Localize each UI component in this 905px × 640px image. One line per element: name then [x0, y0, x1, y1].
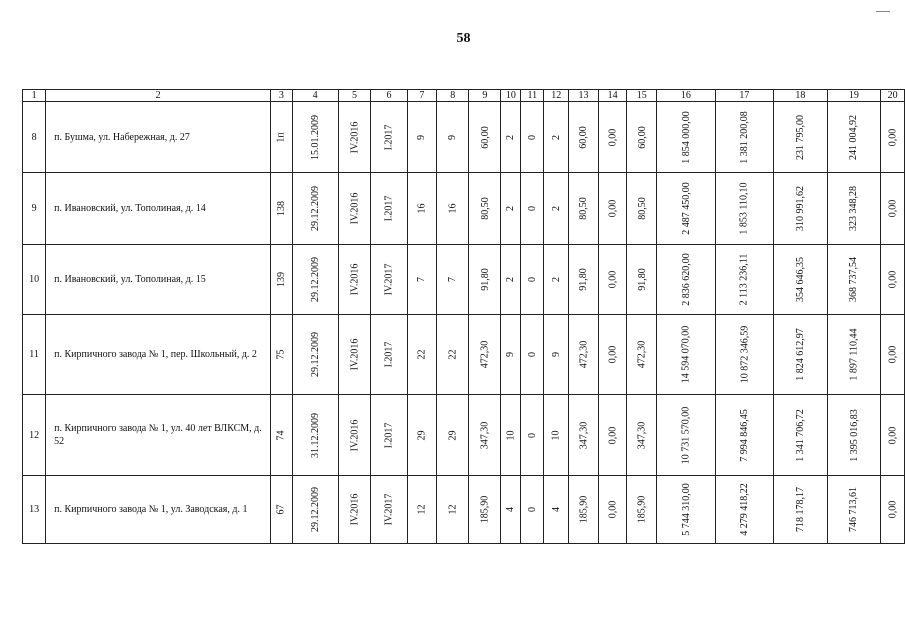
- cell-col-11: [521, 102, 544, 173]
- cell-value: IV.2017: [383, 493, 395, 526]
- cell-col-17: [715, 315, 774, 395]
- cell-col-16: [657, 476, 716, 544]
- cell-value: 0,00: [607, 270, 619, 289]
- address-cell: п. Кирпичного завода № 1, ул. Заводская, д. 1: [46, 476, 271, 544]
- cell-col-6: [371, 245, 407, 315]
- cell-value: IV.2016: [349, 121, 361, 153]
- cell-value: IV.2016: [349, 419, 361, 451]
- cell-col-10: [501, 395, 521, 476]
- cell-value: 91,80: [636, 268, 648, 291]
- cell-col-19: [827, 173, 881, 245]
- register-table: [22, 89, 905, 544]
- cell-value: 0,00: [607, 128, 619, 146]
- row-number: 10: [23, 245, 46, 315]
- cell-col-10: [501, 315, 521, 395]
- column-number-17: 17: [715, 90, 774, 102]
- cell-col-13: [569, 245, 599, 315]
- cell-value: 75: [275, 349, 287, 360]
- cell-col-20: [881, 102, 905, 173]
- cell-col-8: [437, 245, 469, 315]
- cell-col-9: [469, 173, 501, 245]
- cell-col-5: [338, 102, 371, 173]
- cell-value: 323 348,28: [848, 186, 860, 231]
- cell-col-8: [437, 102, 469, 173]
- cell-value: 10 731 570,00: [680, 406, 692, 464]
- cell-value: 2 487 450,00: [680, 182, 692, 235]
- cell-col-10: [501, 245, 521, 315]
- cell-col-14: [598, 173, 627, 245]
- table-row: [23, 315, 905, 395]
- cell-col-13: [569, 173, 599, 245]
- cell-value: 1 395 016,83: [848, 408, 860, 462]
- cell-col-17: [715, 476, 774, 544]
- cell-value: 4: [550, 507, 562, 512]
- cell-value: 29.12.2009: [309, 487, 321, 532]
- cell-value: 0,00: [887, 199, 899, 218]
- cell-col-20: [881, 245, 905, 315]
- cell-value: 1 853 110,10: [738, 182, 750, 235]
- cell-value: 138: [275, 201, 287, 216]
- cell-value: 2 113 236,11: [738, 253, 750, 306]
- cell-col-5: [338, 315, 371, 395]
- cell-value: 10: [550, 430, 562, 440]
- cell-col-5: [338, 476, 371, 544]
- cell-col-13: [569, 476, 599, 544]
- cell-value: 80,50: [636, 197, 648, 220]
- column-number-12: 12: [544, 90, 569, 102]
- cell-col-14: [598, 476, 627, 544]
- cell-value: 7: [447, 277, 459, 282]
- cell-col-17: [715, 395, 774, 476]
- cell-value: 718 178,17: [794, 487, 806, 532]
- cell-col-20: [881, 476, 905, 544]
- cell-value: I.2017: [383, 422, 395, 448]
- cell-col-20: [881, 173, 905, 245]
- cell-col-9: [469, 395, 501, 476]
- cell-col-4: [292, 102, 338, 173]
- cell-value: 31.12.2009: [309, 412, 321, 458]
- cell-col-9: [469, 315, 501, 395]
- cell-value: 2 836 620,00: [680, 253, 692, 306]
- cell-col-9: [469, 245, 501, 315]
- column-number-7: 7: [407, 90, 437, 102]
- cell-value: IV.2016: [349, 493, 361, 526]
- cell-col-18: [774, 315, 828, 395]
- cell-value: 29: [447, 430, 459, 440]
- cell-value: 1п: [275, 131, 287, 143]
- cell-col-11: [521, 245, 544, 315]
- column-number-18: 18: [774, 90, 828, 102]
- cell-value: 2: [505, 277, 517, 282]
- cell-value: 354 646,35: [794, 257, 806, 302]
- cell-col-18: [774, 102, 828, 173]
- cell-col-4: [292, 395, 338, 476]
- cell-col-14: [598, 315, 627, 395]
- cell-col-12: [544, 395, 569, 476]
- cell-value: 60,00: [479, 125, 491, 149]
- cell-col-18: [774, 476, 828, 544]
- cell-col-6: [371, 315, 407, 395]
- table-row: [23, 476, 905, 544]
- cell-value: 472,30: [636, 340, 648, 369]
- cell-col-4: [292, 476, 338, 544]
- cell-col-7: [407, 102, 437, 173]
- cell-col-16: [657, 173, 716, 245]
- cell-col-15: [627, 476, 657, 544]
- cell-col-3: [271, 102, 293, 173]
- column-number-15: 15: [627, 90, 657, 102]
- cell-value: 0,00: [607, 426, 619, 444]
- cell-value: 2: [550, 134, 562, 140]
- cell-value: 10: [505, 430, 517, 440]
- cell-value: 29.12.2009: [309, 332, 321, 377]
- cell-col-18: [774, 395, 828, 476]
- address-cell: п. Кирпичного завода № 1, ул. 40 лет ВЛКСМ, д. 52: [46, 395, 271, 476]
- cell-value: 14 594 070,00: [680, 325, 692, 384]
- cell-value: 4 279 418,22: [738, 483, 750, 536]
- cell-col-8: [437, 315, 469, 395]
- cell-value: 2: [505, 206, 517, 211]
- cell-col-18: [774, 173, 828, 245]
- cell-col-16: [657, 395, 716, 476]
- cell-value: 0: [526, 507, 538, 512]
- cell-col-12: [544, 102, 569, 173]
- row-number: 12: [23, 395, 46, 476]
- address-cell: п. Кирпичного завода № 1, пер. Школьный, д. 2: [46, 315, 271, 395]
- cell-value: 29.12.2009: [309, 186, 321, 231]
- cell-col-11: [521, 173, 544, 245]
- cell-col-19: [827, 245, 881, 315]
- cell-value: 29: [416, 430, 428, 440]
- cell-col-16: [657, 102, 716, 173]
- cell-col-11: [521, 476, 544, 544]
- cell-value: 9: [550, 352, 562, 357]
- cell-col-17: [715, 102, 774, 173]
- cell-value: 310 991,62: [794, 186, 806, 231]
- cell-value: 0,00: [887, 270, 899, 289]
- cell-value: 7 994 846,45: [738, 408, 750, 462]
- column-number-5: 5: [338, 90, 371, 102]
- cell-value: 60,00: [577, 125, 589, 149]
- cell-value: 347,30: [479, 421, 491, 449]
- cell-col-11: [521, 395, 544, 476]
- cell-value: 0: [526, 352, 538, 357]
- cell-value: 80,50: [577, 197, 589, 220]
- cell-value: IV.2016: [349, 338, 361, 371]
- cell-col-11: [521, 315, 544, 395]
- cell-col-9: [469, 102, 501, 173]
- cell-value: 0: [526, 134, 538, 140]
- cell-value: 0,00: [607, 345, 619, 364]
- cell-col-14: [598, 395, 627, 476]
- cell-value: 22: [447, 349, 459, 360]
- cell-col-7: [407, 173, 437, 245]
- cell-value: IV.2016: [349, 192, 361, 225]
- cell-col-15: [627, 173, 657, 245]
- column-number-4: 4: [292, 90, 338, 102]
- column-number-1: 1: [23, 90, 46, 102]
- cell-value: 2: [550, 206, 562, 211]
- cell-col-8: [437, 395, 469, 476]
- cell-value: 91,80: [577, 268, 589, 291]
- cell-col-10: [501, 476, 521, 544]
- cell-col-19: [827, 395, 881, 476]
- cell-col-3: [271, 245, 293, 315]
- cell-value: 1 381 200,08: [738, 110, 750, 164]
- cell-col-12: [544, 245, 569, 315]
- cell-value: 5 744 310,00: [680, 483, 692, 536]
- cell-col-6: [371, 102, 407, 173]
- cell-col-14: [598, 102, 627, 173]
- cell-col-3: [271, 173, 293, 245]
- cell-value: I.2017: [383, 124, 395, 150]
- cell-value: 22: [416, 349, 428, 360]
- cell-col-12: [544, 315, 569, 395]
- cell-value: 16: [416, 203, 428, 214]
- row-number: 8: [23, 102, 46, 173]
- cell-value: 1 897 110,44: [848, 328, 860, 381]
- cell-col-15: [627, 102, 657, 173]
- cell-col-19: [827, 102, 881, 173]
- cell-col-17: [715, 245, 774, 315]
- column-number-9: 9: [469, 90, 501, 102]
- cell-col-12: [544, 476, 569, 544]
- cell-col-20: [881, 395, 905, 476]
- cell-value: 60,00: [636, 125, 648, 149]
- table-row: [23, 245, 905, 315]
- cell-value: 80,50: [479, 197, 491, 220]
- cell-col-5: [338, 245, 371, 315]
- address-cell: п. Ивановский, ул. Тополиная, д. 14: [46, 173, 271, 245]
- column-number-14: 14: [598, 90, 627, 102]
- cell-col-4: [292, 245, 338, 315]
- cell-value: I.2017: [383, 341, 395, 368]
- cell-value: 67: [275, 504, 287, 515]
- cell-col-3: [271, 315, 293, 395]
- column-number-20: 20: [881, 90, 905, 102]
- cell-value: 0,00: [887, 128, 899, 146]
- cell-value: 0,00: [887, 345, 899, 364]
- cell-col-5: [338, 395, 371, 476]
- cell-value: 12: [416, 504, 428, 515]
- cell-value: 16: [447, 203, 459, 214]
- cell-value: 0,00: [607, 199, 619, 218]
- cell-col-15: [627, 395, 657, 476]
- row-number: 11: [23, 315, 46, 395]
- cell-value: 9: [447, 134, 459, 140]
- cell-value: 368 737,54: [848, 257, 860, 302]
- cell-value: 91,80: [479, 268, 491, 291]
- cell-col-6: [371, 476, 407, 544]
- column-number-16: 16: [657, 90, 716, 102]
- cell-value: 10 872 346,59: [738, 325, 750, 384]
- cell-value: 4: [505, 507, 517, 512]
- cell-value: 2: [550, 277, 562, 282]
- cell-col-16: [657, 315, 716, 395]
- row-number: 13: [23, 476, 46, 544]
- cell-col-3: [271, 476, 293, 544]
- cell-col-14: [598, 245, 627, 315]
- table-row: [23, 395, 905, 476]
- address-cell: п. Ивановский, ул. Тополиная, д. 15: [46, 245, 271, 315]
- column-number-row: [23, 90, 905, 102]
- address-cell: п. Бушма, ул. Набережная, д. 27: [46, 102, 271, 173]
- cell-value: 0,00: [887, 426, 899, 444]
- table-row: [23, 102, 905, 173]
- cell-value: 347,30: [577, 421, 589, 449]
- cell-value: 185,90: [577, 495, 589, 524]
- cell-value: 9: [505, 352, 517, 357]
- cell-col-16: [657, 245, 716, 315]
- column-number-13: 13: [569, 90, 599, 102]
- cell-col-4: [292, 173, 338, 245]
- cell-col-13: [569, 102, 599, 173]
- cell-col-17: [715, 173, 774, 245]
- cell-value: 0: [526, 432, 538, 438]
- cell-col-7: [407, 476, 437, 544]
- cell-col-10: [501, 173, 521, 245]
- cell-value: IV.2016: [349, 263, 361, 296]
- cell-value: 139: [275, 272, 287, 287]
- cell-col-7: [407, 245, 437, 315]
- column-number-3: 3: [271, 90, 293, 102]
- cell-value: 185,90: [636, 495, 648, 524]
- cell-col-9: [469, 476, 501, 544]
- cell-col-6: [371, 395, 407, 476]
- cell-col-10: [501, 102, 521, 173]
- cell-value: I.2017: [383, 195, 395, 222]
- cell-value: 2: [505, 134, 517, 140]
- table-row: [23, 173, 905, 245]
- column-number-11: 11: [521, 90, 544, 102]
- cell-value: 1 824 612,97: [794, 328, 806, 381]
- cell-col-7: [407, 395, 437, 476]
- cell-col-4: [292, 315, 338, 395]
- cell-value: 1 341 706,72: [794, 408, 806, 462]
- cell-value: 347,30: [636, 421, 648, 449]
- cell-col-12: [544, 173, 569, 245]
- cell-value: 12: [447, 504, 459, 515]
- cell-col-18: [774, 245, 828, 315]
- cell-col-8: [437, 173, 469, 245]
- cell-value: 0: [526, 206, 538, 211]
- cell-value: 185,90: [479, 495, 491, 524]
- cell-col-15: [627, 315, 657, 395]
- cell-col-19: [827, 315, 881, 395]
- cell-value: 231 795,00: [794, 114, 806, 160]
- cell-col-5: [338, 173, 371, 245]
- cell-value: IV.2017: [383, 263, 395, 296]
- cell-col-8: [437, 476, 469, 544]
- column-number-8: 8: [437, 90, 469, 102]
- cell-value: 74: [275, 430, 287, 440]
- cell-value: 0,00: [607, 500, 619, 519]
- cell-value: 9: [416, 134, 428, 140]
- cell-value: 1 854 000,00: [680, 110, 692, 164]
- cell-col-3: [271, 395, 293, 476]
- cell-value: 7: [416, 277, 428, 282]
- column-number-10: 10: [501, 90, 521, 102]
- cell-value: 472,30: [577, 340, 589, 369]
- cell-value: 0: [526, 277, 538, 282]
- cell-col-7: [407, 315, 437, 395]
- cell-col-20: [881, 315, 905, 395]
- cell-col-15: [627, 245, 657, 315]
- column-number-2: 2: [46, 90, 271, 102]
- cell-col-6: [371, 173, 407, 245]
- row-number: 9: [23, 173, 46, 245]
- scan-mark: [876, 11, 890, 12]
- cell-value: 29.12.2009: [309, 257, 321, 302]
- page-number: 58: [456, 31, 471, 46]
- cell-value: 746 713,61: [848, 487, 860, 532]
- cell-col-13: [569, 395, 599, 476]
- cell-value: 0,00: [887, 500, 899, 519]
- cell-value: 15.01.2009: [309, 114, 321, 160]
- column-number-19: 19: [827, 90, 881, 102]
- cell-col-19: [827, 476, 881, 544]
- cell-value: 472,30: [479, 340, 491, 369]
- cell-value: 241 004,92: [848, 114, 860, 160]
- column-number-6: 6: [371, 90, 407, 102]
- cell-col-13: [569, 315, 599, 395]
